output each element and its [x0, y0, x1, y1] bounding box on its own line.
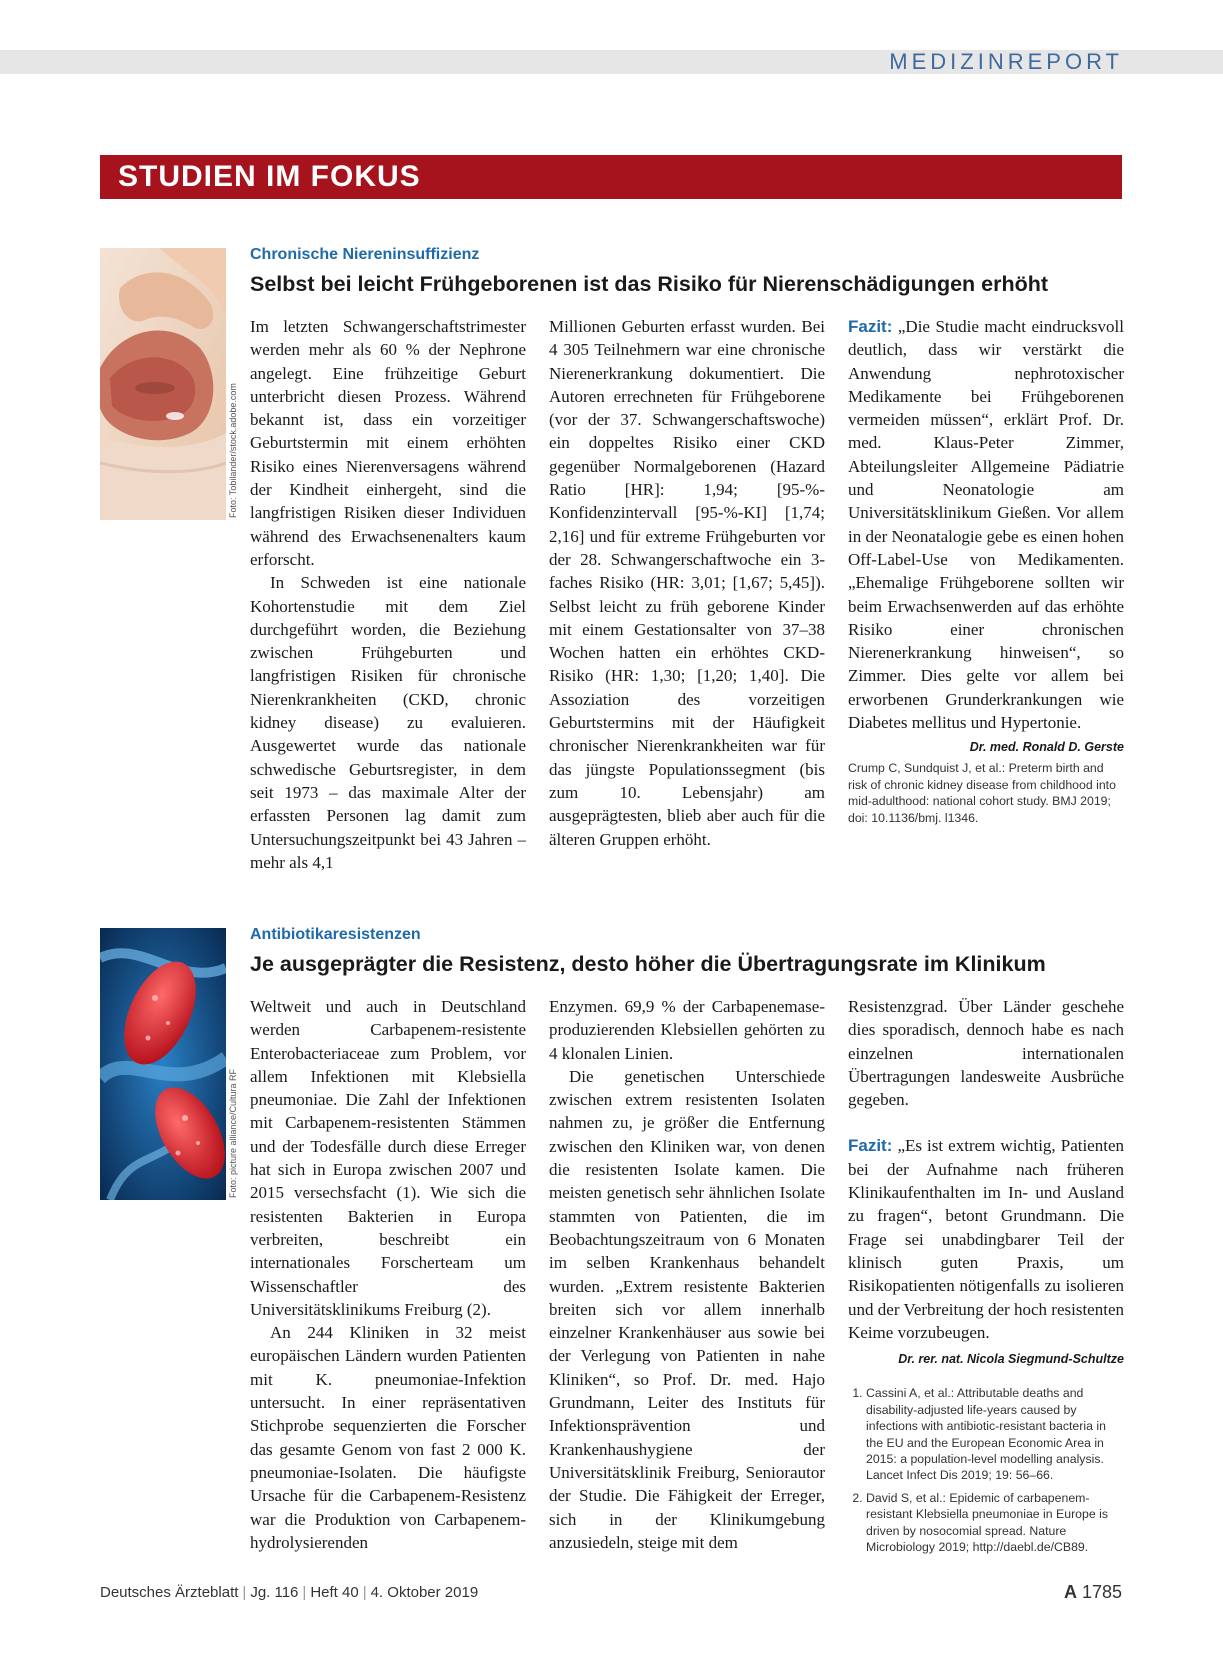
newborn-photo [100, 248, 226, 520]
paragraph: Die genetischen Unterschiede zwischen extrem resistenten Isolaten nahmen zu, je größer die Entfernung zwischen den Kliniken war, von denen die resistenten Isolate kamen. Die meisten genetisch sehr ähnlichen Isolate stammten von Patienten, die im Beobachtungszeitraum von 6 Monaten im selben Krankenhaus behandelt wurden. „Extrem resistente Bakterien breiten sich vor allem innerhalb einzelner Krankenhäuser aus sowie bei der Verlegung von Patienten in nahe Kliniken“, so Prof. Dr. med. Hajo Grundmann, Leiter des Instituts für Infektionsprävention und Krankenhaushygiene der Universitätsklinik Freiburg, Seniorautor der Studie. Die Fähigkeit der Erreger, sich in der Klinikumgebung anzusiedeln, steige mit dem [549, 1066, 825, 1552]
fazit-text: „Die Studie macht eindrucksvoll deutlich, dass wir verstärkt die Anwendung nephrotoxischer Medikamente bei Frühgeborenen vermeiden müssen“, erklärt Prof. Dr. med. Klaus-Peter Zimmer, Abteilungsleiter Allgemeine Pädiatrie und Neonatologie am Universitätsklinikum Gießen. Vor allem in der Neonatalogie gebe es einen hohen Off-Label-Use von Medikamenten. „Ehemalige Frühgeborene sollten wir beim Erwachsenwerden auf das erhöhte Risiko einer chronischen Nierenerkrankung hinweisen“, so Zimmer. Dies gelte vor allem bei erworbenen Grunderkrankungen wie Diabetes mellitus und Hypertonie. [848, 317, 1124, 733]
reference-list [848, 1385, 1124, 1555]
reference-item: 1. Cassini A, et al.: Attributable deaths and disability-adjusted life-years caused by infections with antibiotic-resistant bacteria in the EU and the European Economic Area in 2015: a population-level modelling analysis. Lancet Infect Dis 2019; 19: 56–66. [866, 1385, 1124, 1483]
fazit-label: Fazit: [848, 317, 893, 336]
paragraph: Resistenzgrad. Über Länder geschehe dies sporadisch, dennoch habe es nach einzelnen internationalen Übertragungen landesweite Ausbrüche gegeben. [848, 997, 1124, 1110]
article-kicker: Antibiotikaresistenzen [250, 926, 421, 943]
paragraph: An 244 Kliniken in 32 meist europäischen Ländern wurden Patienten mit K. pneumoniae-Infektion untersucht. In einer repräsentativen Stichprobe sequenzierten die Forscher das gesamte Genom von fast 2 000 K. pneumoniae-Isolaten. Die häufigste Ursache für die Carbapenem-Resistenz war die Produktion von Carbapenem-hydrolysierenden [250, 1323, 526, 1552]
article-headline: Selbst bei leicht Frühgeborenen ist das Risiko für Nierenschädigungen erhöht [250, 272, 1049, 296]
journal-name: Deutsches Ärzteblatt [100, 1584, 239, 1601]
reference-item: Crump C, Sundquist J, et al.: Preterm birth and risk of chronic kidney disease from childhood into mid-adulthood: national cohort study. BMJ 2019; doi: 10.1136/bmj. l1346. [848, 761, 1116, 825]
paragraph: Enzymen. 69,9 % der Carbapenemase-produzierenden Klebsiellen gehörten zu 4 klonalen Linien. [549, 997, 825, 1063]
page-number [1064, 1582, 1122, 1603]
journal-issue: Heft 40 [310, 1584, 359, 1601]
article-column-1 [250, 995, 526, 1554]
journal-volume: Jg. 116 [250, 1584, 299, 1601]
reference-item: 2. David S, et al.: Epidemic of carbapenem-resistant Klebsiella pneumoniae in Europe is driven by nosocomial spread. Nature Microbiology 2019; http://daebl.de/CB89. [866, 1490, 1124, 1556]
author-name: Dr. rer. nat. Nicola Siegmund-Schultze [898, 1352, 1124, 1367]
paragraph: Weltweit und auch in Deutschland werden Carbapenem-resistente Enterobacteriaceae zum Problem, vor allem Infektionen mit Klebsiella pneumoniae. Die Zahl der Infektionen mit Carbapenem-resistenten Stämmen und der Todesfälle durch diese Erreger hat sich in Europa zwischen 2007 und 2015 versechsfacht (1). Wie sich die resistenten Bakterien in Europa verbreiten, beschreibt ein internationales Forscherteam um Wissenschaftler des Universitätsklinikums Freiburg (2). [250, 997, 526, 1319]
paragraph: Millionen Geburten erfasst wurden. Bei 4 305 Teilnehmern war eine chronische Nierenerkrankung dokumentiert. Die Autoren errechneten für Frühgeborene (vor der 37. Schwangerschaftswoche) ein doppeltes Risiko einer CKD gegenüber Normalgeborenen (Hazard Ratio [HR]: 1,94; [95-%-Konfidenzintervall [95-%-KI] [1,74; 2,16] und für extreme Frühgeburten vor der 28. Schwangerschaftwoche ein 3-faches Risiko (HR: 3,01; [1,67; 5,45]). Selbst leicht zu früh geborene Kinder mit einem Gestationsalter von 37–38 Wochen hatten ein erhöhtes CKD-Risiko (HR: 1,30; [1,20; 1,40]. Die Assoziation des vorzeitigen Geburtstermins mit der Häufigkeit chronischer Nierenkrankheiten war für das jüngste Populationssegment (bis zum 10. Lebensjahr) am ausgeprägtesten, blieb aber auch für die älteren Gruppen erhöht. [549, 317, 825, 849]
banner-title: STUDIEN IM FOKUS [100, 155, 1122, 199]
article-kicker: Chronische Niereninsuffizienz [250, 246, 480, 263]
page-prefix: A [1063, 1582, 1077, 1602]
article-column-1 [250, 315, 526, 874]
page-number-value: 1785 [1081, 1582, 1122, 1602]
paragraph: In Schweden ist eine nationale Kohortenstudie mit dem Ziel durchgeführt worden, die Beziehung zwischen Frühgeburten und langfristigen Risiken für chronische Nierenkrankheiten (CKD, chronic kidney disease) zu evaluieren. Ausgewertet wurde das nationale schwedische Geburtsregister, in dem seit 1973 – das maximale Alter der erfassten Personen lag damit zum Untersuchungszeitpunkt bei 43 Jahren – mehr als 4,1 [250, 573, 526, 872]
fazit-paragraph [848, 1134, 1124, 1344]
fazit-paragraph [848, 315, 1124, 755]
author-name: Dr. med. Ronald D. Gerste [969, 740, 1124, 755]
article-column-2 [549, 315, 825, 851]
bacteria-photo [100, 928, 226, 1200]
paragraph: Im letzten Schwangerschaftstrimester werden mehr als 60 % der Nephrone angelegt. Eine frühzeitige Geburt unterbricht diesen Prozess. Während bekannt ist, dass ein vorzeitiger Geburtstermin mit einem erhöhten Risiko eines Nierenversagens während der Kindheit einhergeht, sind die langfristigen Risiken dieser Individuen während des Erwachsenenalters kaum erforscht. [250, 317, 526, 569]
section-label: MEDIZINREPORT [889, 49, 1123, 74]
photo-credit: Foto: picture alliance/Cultura RF [228, 1068, 238, 1198]
fazit-label: Fazit: [848, 1136, 893, 1156]
photo-credit: Foto: Tobilander/stock.adobe.com [228, 383, 238, 518]
article-headline: Je ausgeprägter die Resistenz, desto höher die Übertragungsrate im Klinikum [250, 952, 1046, 976]
fazit-text: „Es ist extrem wichtig, Patienten bei der Aufnahme nach früheren Klinikaufenthalten im In- und Ausland zu fragen“, betont Grundmann. Die Frage sei unabdingbarer Teil der klinisch guten Praxis, um Risikopatienten nötigenfalls zu isolieren und der Verbreitung der hoch resistenten Keime vorzubeugen. [848, 1136, 1124, 1342]
page-footer: Deutsches Ärzteblatt | Jg. 116 | Heft 40 | 4. Oktober 2019 A 1785 [100, 1582, 1122, 1602]
article-column-3 [848, 315, 1124, 826]
journal-date: 4. Oktober 2019 [370, 1584, 479, 1601]
reference-block [848, 760, 1124, 826]
article-column-2 [549, 995, 825, 1554]
article-column-3 [848, 995, 1124, 1562]
